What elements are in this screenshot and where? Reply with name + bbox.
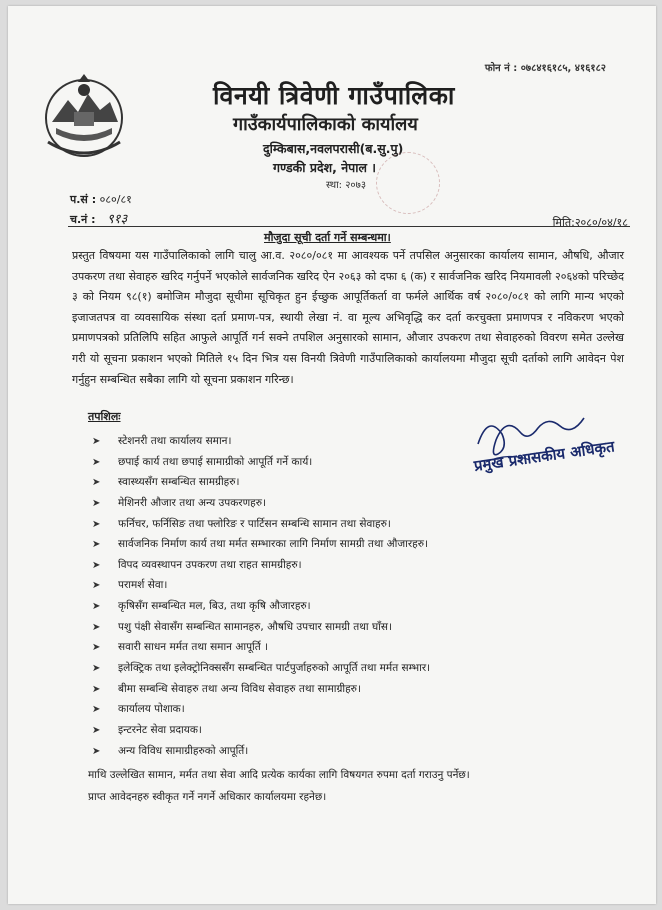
list-item: ➤ स्वास्थ्यसँग सम्बन्धित सामग्रीहरु। bbox=[92, 472, 430, 493]
list-item: ➤ फर्निचर, फर्निसिङ तथा फ्लोरिङ र पार्टिसन सम्बन्धि सामान तथा सेवाहरु। bbox=[92, 514, 430, 535]
office-title: गाउँकार्यपालिकाको कार्यालय bbox=[233, 114, 418, 135]
list-item: ➤ अन्य विविध सामाग्रीहरुको आपूर्ति। bbox=[92, 741, 430, 762]
notice-page bbox=[8, 6, 656, 904]
header-divider bbox=[68, 226, 630, 227]
ps-value: ०८०/८१ bbox=[99, 193, 132, 206]
address-line-2: गण्डकी प्रदेश, नेपाल । bbox=[273, 160, 377, 175]
list-item: ➤ पशु पंक्षी सेवासँग सम्बन्धित सामानहरु, औषधि उपचार सामग्री तथा घाँस। bbox=[92, 617, 430, 638]
list-item: ➤ कार्यालय पोशाक। bbox=[92, 699, 430, 720]
arrow-bullet-icon: ➤ bbox=[92, 456, 101, 468]
signatory-title: प्रमुख प्रशासकीय अधिकृत bbox=[472, 437, 616, 475]
municipality-title: विनयी त्रिवेणी गाउँपालिका bbox=[213, 81, 455, 110]
items-list bbox=[92, 431, 430, 761]
list-item: ➤ छपाई कार्य तथा छपाई सामाग्रीको आपूर्ति गर्ने कार्य। bbox=[92, 452, 430, 473]
arrow-bullet-icon: ➤ bbox=[92, 497, 101, 509]
closing-line-1: माथि उल्लेखित सामान, मर्मत तथा सेवा आदि प्रत्येक कार्यका लागि विषयगत रुपमा दर्ता गराउनु पर्नेछ। bbox=[88, 769, 470, 781]
arrow-bullet-icon: ➤ bbox=[92, 724, 101, 736]
arrow-bullet-icon: ➤ bbox=[92, 559, 101, 571]
arrow-bullet-icon: ➤ bbox=[92, 580, 101, 592]
ps-number: प.सं : ०८०/८१ bbox=[70, 193, 132, 206]
list-item: ➤ बीमा सम्बन्धि सेवाहरु तथा अन्य विविध सेवाहरु तथा सामाग्रीहरु। bbox=[92, 679, 430, 700]
arrow-bullet-icon: ➤ bbox=[92, 642, 101, 654]
arrow-bullet-icon: ➤ bbox=[92, 436, 101, 447]
list-item: ➤ सार्वजनिक निर्माण कार्य तथा मर्मत सम्भारका लागि निर्माण सामग्री तथा औजारहरु। bbox=[92, 534, 430, 555]
list-item: ➤ विपद व्यवस्थापन उपकरण तथा राहत सामग्रीहरु। bbox=[92, 555, 430, 576]
established-year: स्था: २०७३ bbox=[326, 180, 367, 191]
arrow-bullet-icon: ➤ bbox=[92, 518, 101, 530]
arrow-bullet-icon: ➤ bbox=[92, 704, 101, 716]
arrow-bullet-icon: ➤ bbox=[92, 539, 101, 551]
arrow-bullet-icon: ➤ bbox=[92, 601, 101, 613]
list-item: ➤ मेशिनरी औजार तथा अन्य उपकरणहरु। bbox=[92, 493, 430, 514]
closing-notes bbox=[88, 764, 470, 808]
arrow-bullet-icon: ➤ bbox=[92, 745, 101, 757]
list-item: ➤ परामर्श सेवा। bbox=[92, 575, 430, 596]
arrow-bullet-icon: ➤ bbox=[92, 663, 101, 675]
faint-stamp-mark bbox=[376, 152, 440, 214]
arrow-bullet-icon: ➤ bbox=[92, 621, 101, 633]
tapsil-heading: तपशिलः bbox=[88, 410, 121, 423]
closing-line-2: प्राप्त आवेदनहरु स्वीकृत गर्ने नगर्ने अधिकार कार्यालयमा रहनेछ। bbox=[88, 791, 327, 803]
subject-line: मौजुदा सूची दर्ता गर्ने सम्बन्धमा। bbox=[264, 231, 391, 244]
address-line-1: दुम्किबास,नवलपरासी(ब.सु.पु) bbox=[263, 141, 404, 156]
list-item: ➤ सवारी साधन मर्मत तथा समान आपूर्ति । bbox=[92, 637, 430, 658]
list-item: ➤ इलेक्ट्रिक तथा इलेक्ट्रोनिक्ससँग सम्बन्धित पार्टपुर्जाहरुको आपूर्ति तथा मर्मत सम्भार। bbox=[92, 658, 430, 679]
arrow-bullet-icon: ➤ bbox=[92, 683, 101, 695]
cn-number: च.नं : ९१३ bbox=[70, 212, 128, 227]
cn-value: ९१३ bbox=[107, 212, 128, 227]
body-paragraph: प्रस्तुत विषयमा यस गाउँपालिकाको लागि चालु आ.व. २०८०/०८१ मा आवश्यक पर्ने तपसिल अनुसारका कार्यालय सामान, औषधि, औजार उपकरण तथा सेवाहरु खरिद गर्नुपर्ने भएकोले सार्वजनिक खरिद ऐन २०६३ को दफा ६ (क) र सार्वजनिक खरिद नियमावली २०६४को परिच्छेद ३ को नियम ९८(१) बमोजिम मौजुदा सूचीमा सूचिकृत हुन ईच्छुक आपूर्तिकर्ता वा फर्मले आर्थिक वर्ष २०८०/०८१ को लागि मान्य भएको इजाजतपत्र वा व्यवसायिक संस्था दर्ता प्रमाण-पत्र, स्थायी लेखा नं. वा मूल्य अभिवृद्धि कर दर्ता करचुक्ता प्रमाणपत्र र नविकरण भएको प्रमाणपत्रको प्रतिलिपि सहित आफुले आपूर्ति गर्न सक्ने तपशिल अनुसारको सामान, औजार उपकरण तथा सेवाहरुको विवरण समेत उल्लेख गरी यो सूचना प्रकाशन भएको मितिले १५ दिन भित्र यस विनयी त्रिवेणी गाउँपालिकाको कार्यालयमा मौजुदा सूची दर्ताको लागि आवेदन पेश गर्नुहुन सम्बन्धित सबैका लागि यो सूचना प्रकाशन गरिन्छ। bbox=[72, 249, 624, 386]
nepal-emblem-icon bbox=[38, 72, 130, 160]
letter-date: मिति:२०८०/०४/१८ bbox=[552, 216, 628, 229]
list-item: ➤ इन्टरनेट सेवा प्रदायक। bbox=[92, 720, 430, 741]
arrow-bullet-icon: ➤ bbox=[92, 477, 101, 489]
list-item: ➤ स्टेशनरी तथा कार्यालय समान। bbox=[92, 431, 430, 452]
phone-number: फोन नं : ०७८४१६१८५, ४१६१८२ bbox=[484, 63, 606, 74]
list-item: ➤ कृषिसँग सम्बन्धित मल, बिउ, तथा कृषि औजारहरु। bbox=[92, 596, 430, 617]
